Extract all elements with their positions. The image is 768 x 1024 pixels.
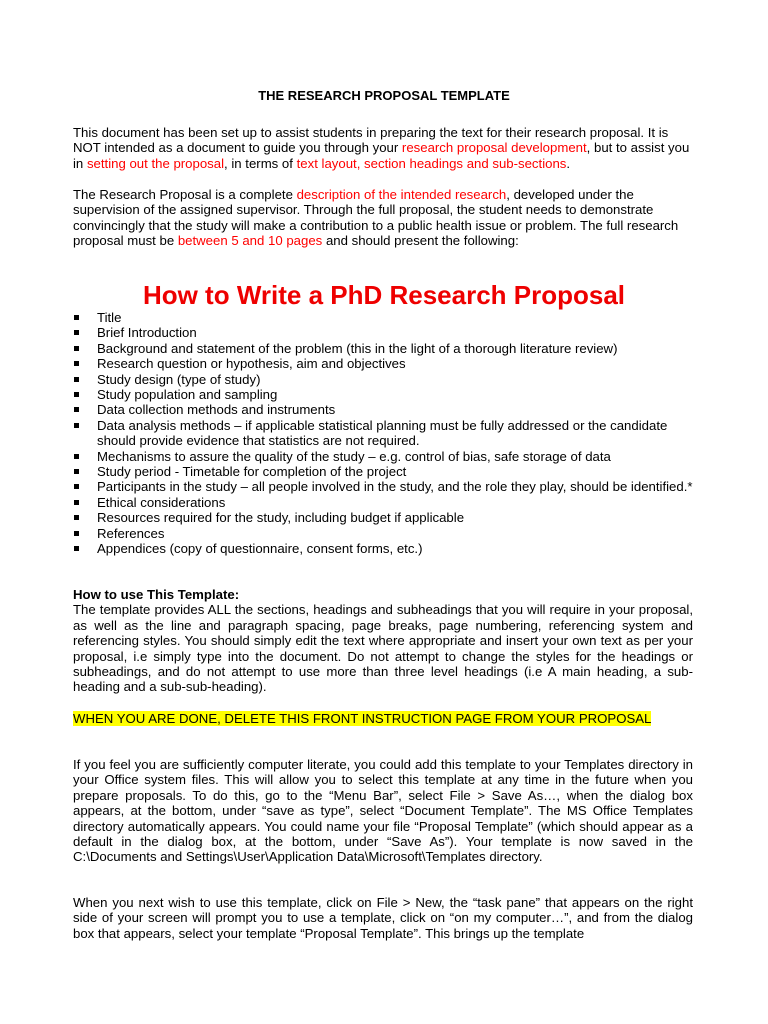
list-item: Data collection methods and instruments [73, 402, 693, 417]
delete-notice-highlight: WHEN YOU ARE DONE, DELETE THIS FRONT INSTRUCTION PAGE FROM YOUR PROPOSAL [73, 711, 652, 726]
list-item: References [73, 526, 693, 541]
link-description-intended-research[interactable]: description of the intended research [296, 187, 507, 202]
description-text-3: and should present the following: [322, 233, 519, 249]
description-paragraph [73, 187, 693, 249]
description-text-2: , developed under the supervision of the assigned supervisor. Through the full proposal, the student needs to demonstrate convincingly that the study will make a contribution to a public health issue or problem. The full research proposal must be [73, 187, 679, 249]
how-to-use-body: The template provides ALL the sections, headings and subheadings that you will require in your proposal, as well as the line and paragraph spacing, page breaks, page numbering, referencing system and referencing styles. You should simply edit the text where appropriate and insert your own text as per your proposal, i.e simply type into the document. Do not attempt to change the styles for the headings or subheadings, and do not attempt to use more than three level headings (i.e A main heading, a sub-heading and a sub-sub-heading). [73, 602, 693, 695]
document-title: THE RESEARCH PROPOSAL TEMPLATE [258, 88, 510, 103]
requirements-list [73, 310, 693, 557]
delete-notice [73, 711, 693, 726]
list-item: Title [73, 310, 693, 325]
intro-text-1: This document has been set up to assist students in preparing the text for their research proposal. It is NOT intended as a document to guide you through your [73, 125, 669, 156]
list-item: Participants in the study – all people involved in the study, and the role they play, should be identified.* [73, 479, 693, 494]
link-text-layout[interactable]: text layout, section headings and sub-sections [296, 155, 567, 171]
templates-paragraph: If you feel you are sufficiently computer literate, you could add this template to your Templates directory in your Office system files. This will allow you to select this template at any time in the future when you prepare proposals. To do this, go to the “Menu Bar”, select File > Save As…, when the dialog box appears, at the bottom, under “save as type”, select “Document Template”. The MS Office Templates directory automatically appears. You could name your file “Proposal Template” (which should appear as a default in the dialog box, at the bottom, under “Save As”). Your template is now saved in the C:\Documents and Settings\User\Application Data\Microsoft\Templates directory. [73, 757, 693, 865]
intro-paragraph [73, 125, 693, 171]
intro-text-3: , in terms of [224, 155, 297, 171]
link-between-5-and-10-pages[interactable]: between 5 and 10 pages [177, 233, 323, 249]
how-to-use-section [73, 587, 693, 695]
list-item: Resources required for the study, including budget if applicable [73, 510, 693, 525]
list-item: Background and statement of the problem (this in the light of a thorough literature review) [73, 341, 693, 356]
overlay-heading: How to Write a PhD Research Proposal [142, 280, 626, 310]
list-item: Study period - Timetable for completion of the project [73, 464, 693, 479]
list-item: Brief Introduction [73, 325, 693, 340]
intro-text-2: , but to assist you in [73, 140, 690, 171]
list-item: Ethical considerations [73, 495, 693, 510]
how-to-use-heading: How to use This Template: [73, 587, 240, 602]
link-setting-out-proposal[interactable]: setting out the proposal [86, 155, 225, 171]
list-item: Appendices (copy of questionnaire, consent forms, etc.) [73, 541, 693, 556]
list-item: Study design (type of study) [73, 372, 693, 387]
list-item: Study population and sampling [73, 387, 693, 402]
list-item: Mechanisms to assure the quality of the study – e.g. control of bias, safe storage of data [73, 449, 693, 464]
list-item: Research question or hypothesis, aim and objectives [73, 356, 693, 371]
description-text-1: The Research Proposal is a complete [73, 187, 297, 202]
link-research-proposal-development[interactable]: research proposal development [401, 140, 587, 156]
list-item: Data analysis methods – if applicable statistical planning must be fully addressed or the candidate should provide evidence that statistics are not required. [73, 418, 693, 449]
next-use-paragraph: When you next wish to use this template, click on File > New, the “task pane” that appears on the right side of your screen will prompt you to use a template, click on “on my computer…”, and from the dialog box that appears, select your template “Proposal Template”. This brings up the template [73, 895, 693, 941]
intro-text-4: . [566, 155, 571, 171]
